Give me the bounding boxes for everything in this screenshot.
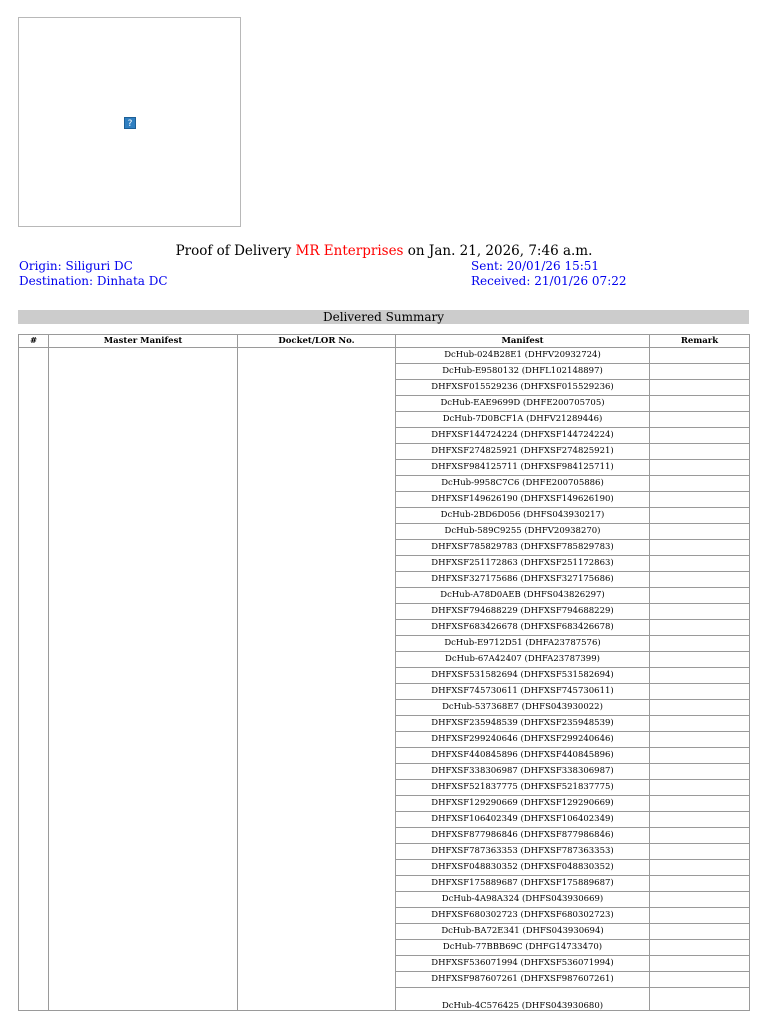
manifest-cell: DcHub-EAE9699D (DHFE200705705) xyxy=(396,396,650,412)
column-header-remark: Remark xyxy=(650,335,750,348)
remark-cell xyxy=(650,684,750,700)
received-timestamp: Received: 21/01/26 07:22 xyxy=(471,274,627,288)
company-logo-image xyxy=(18,17,241,227)
manifest-cell: DcHub-BA72E341 (DHFS043930694) xyxy=(396,924,650,940)
remark-cell xyxy=(650,844,750,860)
remark-cell xyxy=(650,972,750,988)
manifest-cell: DHFXSF440845896 (DHFXSF440845896) xyxy=(396,748,650,764)
manifest-cell: DHFXSF274825921 (DHFXSF274825921) xyxy=(396,444,650,460)
manifest-cell: DcHub-4C576425 (DHFS043930680) xyxy=(396,988,650,1011)
delivered-summary-table xyxy=(18,334,750,1011)
manifest-cell: DcHub-9958C7C6 (DHFE200705886) xyxy=(396,476,650,492)
manifest-cell: DHFXSF175889687 (DHFXSF175889687) xyxy=(396,876,650,892)
manifest-cell: DHFXSF877986846 (DHFXSF877986846) xyxy=(396,828,650,844)
manifest-cell: DHFXSF680302723 (DHFXSF680302723) xyxy=(396,908,650,924)
company-name: MR Enterprises xyxy=(295,243,404,259)
manifest-cell: DcHub-E9712D51 (DHFA23787576) xyxy=(396,636,650,652)
manifest-cell: DcHub-537368E7 (DHFS043930022) xyxy=(396,700,650,716)
column-header-master-manifest: Master Manifest xyxy=(49,335,238,348)
manifest-cell: DcHub-A78D0AEB (DHFS043826297) xyxy=(396,588,650,604)
manifest-cell: DcHub-024B28E1 (DHFV20932724) xyxy=(396,348,650,364)
remark-cell xyxy=(650,428,750,444)
manifest-cell: DHFXSF144724224 (DHFXSF144724224) xyxy=(396,428,650,444)
remark-cell xyxy=(650,492,750,508)
remark-cell xyxy=(650,444,750,460)
manifest-cell: DHFXSF235948539 (DHFXSF235948539) xyxy=(396,716,650,732)
manifest-cell: DHFXSF683426678 (DHFXSF683426678) xyxy=(396,620,650,636)
manifest-cell: DHFXSF338306987 (DHFXSF338306987) xyxy=(396,764,650,780)
page-title xyxy=(0,243,768,259)
manifest-cell: DcHub-2BD6D056 (DHFS043930217) xyxy=(396,508,650,524)
destination-label: Destination: Dinhata DC xyxy=(19,274,168,288)
table-header-row xyxy=(19,335,750,348)
remark-cell xyxy=(650,412,750,428)
manifest-cell: DHFXSF015529236 (DHFXSF015529236) xyxy=(396,380,650,396)
sent-timestamp: Sent: 20/01/26 15:51 xyxy=(471,259,600,273)
remark-cell xyxy=(650,380,750,396)
manifest-cell: DHFXSF745730611 (DHFXSF745730611) xyxy=(396,684,650,700)
manifest-cell: DHFXSF048830352 (DHFXSF048830352) xyxy=(396,860,650,876)
remark-cell xyxy=(650,668,750,684)
remark-cell xyxy=(650,876,750,892)
title-prefix: Proof of Delivery xyxy=(175,243,292,259)
remark-cell xyxy=(650,780,750,796)
remark-cell xyxy=(650,940,750,956)
manifest-cell: DHFXSF536071994 (DHFXSF536071994) xyxy=(396,956,650,972)
remark-cell xyxy=(650,620,750,636)
manifest-cell: DHFXSF129290669 (DHFXSF129290669) xyxy=(396,796,650,812)
manifest-cell: DcHub-67A42407 (DHFA23787399) xyxy=(396,652,650,668)
column-header-manifest: Manifest xyxy=(396,335,650,348)
remark-cell xyxy=(650,348,750,364)
section-title: Delivered Summary xyxy=(18,310,749,324)
remark-cell xyxy=(650,460,750,476)
manifest-cell: DcHub-589C9255 (DHFV20938270) xyxy=(396,524,650,540)
manifest-cell: DHFXSF531582694 (DHFXSF531582694) xyxy=(396,668,650,684)
remark-cell xyxy=(650,572,750,588)
remark-cell xyxy=(650,540,750,556)
column-header-docket: Docket/LOR No. xyxy=(238,335,396,348)
manifest-cell: DHFXSF327175686 (DHFXSF327175686) xyxy=(396,572,650,588)
remark-cell xyxy=(650,604,750,620)
origin-label: Origin: Siliguri DC xyxy=(19,259,133,273)
manifest-cell: DHFXSF521837775 (DHFXSF521837775) xyxy=(396,780,650,796)
remark-cell xyxy=(650,764,750,780)
table-body xyxy=(19,348,750,1011)
remark-cell xyxy=(650,828,750,844)
remark-cell xyxy=(650,524,750,540)
column-header-index: # xyxy=(19,335,49,348)
remark-cell xyxy=(650,924,750,940)
docket-cell xyxy=(238,348,396,1011)
manifest-cell: DHFXSF251172863 (DHFXSF251172863) xyxy=(396,556,650,572)
master-manifest-cell xyxy=(49,348,238,1011)
remark-cell xyxy=(650,636,750,652)
remark-cell xyxy=(650,748,750,764)
remark-cell xyxy=(650,588,750,604)
remark-cell xyxy=(650,556,750,572)
manifest-cell: DHFXSF787363353 (DHFXSF787363353) xyxy=(396,844,650,860)
remark-cell xyxy=(650,652,750,668)
manifest-cell: DHFXSF785829783 (DHFXSF785829783) xyxy=(396,540,650,556)
remark-cell xyxy=(650,908,750,924)
manifest-cell: DHFXSF299240646 (DHFXSF299240646) xyxy=(396,732,650,748)
remark-cell xyxy=(650,716,750,732)
manifest-cell: DHFXSF987607261 (DHFXSF987607261) xyxy=(396,972,650,988)
manifest-cell: DHFXSF149626190 (DHFXSF149626190) xyxy=(396,492,650,508)
remark-cell xyxy=(650,732,750,748)
manifest-cell: DHFXSF794688229 (DHFXSF794688229) xyxy=(396,604,650,620)
remark-cell xyxy=(650,364,750,380)
manifest-cell: DcHub-E9580132 (DHFL102148897) xyxy=(396,364,650,380)
remark-cell xyxy=(650,476,750,492)
remark-cell xyxy=(650,796,750,812)
remark-cell xyxy=(650,892,750,908)
remark-cell xyxy=(650,508,750,524)
table-row xyxy=(19,348,750,364)
title-date: on Jan. 21, 2026, 7:46 a.m. xyxy=(407,243,593,259)
manifest-cell: DHFXSF106402349 (DHFXSF106402349) xyxy=(396,812,650,828)
manifest-cell: DcHub-77BBB69C (DHFG14733470) xyxy=(396,940,650,956)
remark-cell xyxy=(650,860,750,876)
broken-image-icon: ? xyxy=(124,117,136,129)
manifest-cell: DcHub-7D0BCF1A (DHFV21289446) xyxy=(396,412,650,428)
manifest-cell: DHFXSF984125711 (DHFXSF984125711) xyxy=(396,460,650,476)
remark-cell xyxy=(650,396,750,412)
remark-cell xyxy=(650,956,750,972)
remark-cell xyxy=(650,988,750,1011)
manifest-cell: DcHub-4A98A324 (DHFS043930669) xyxy=(396,892,650,908)
index-cell xyxy=(19,348,49,1011)
remark-cell xyxy=(650,812,750,828)
remark-cell xyxy=(650,700,750,716)
